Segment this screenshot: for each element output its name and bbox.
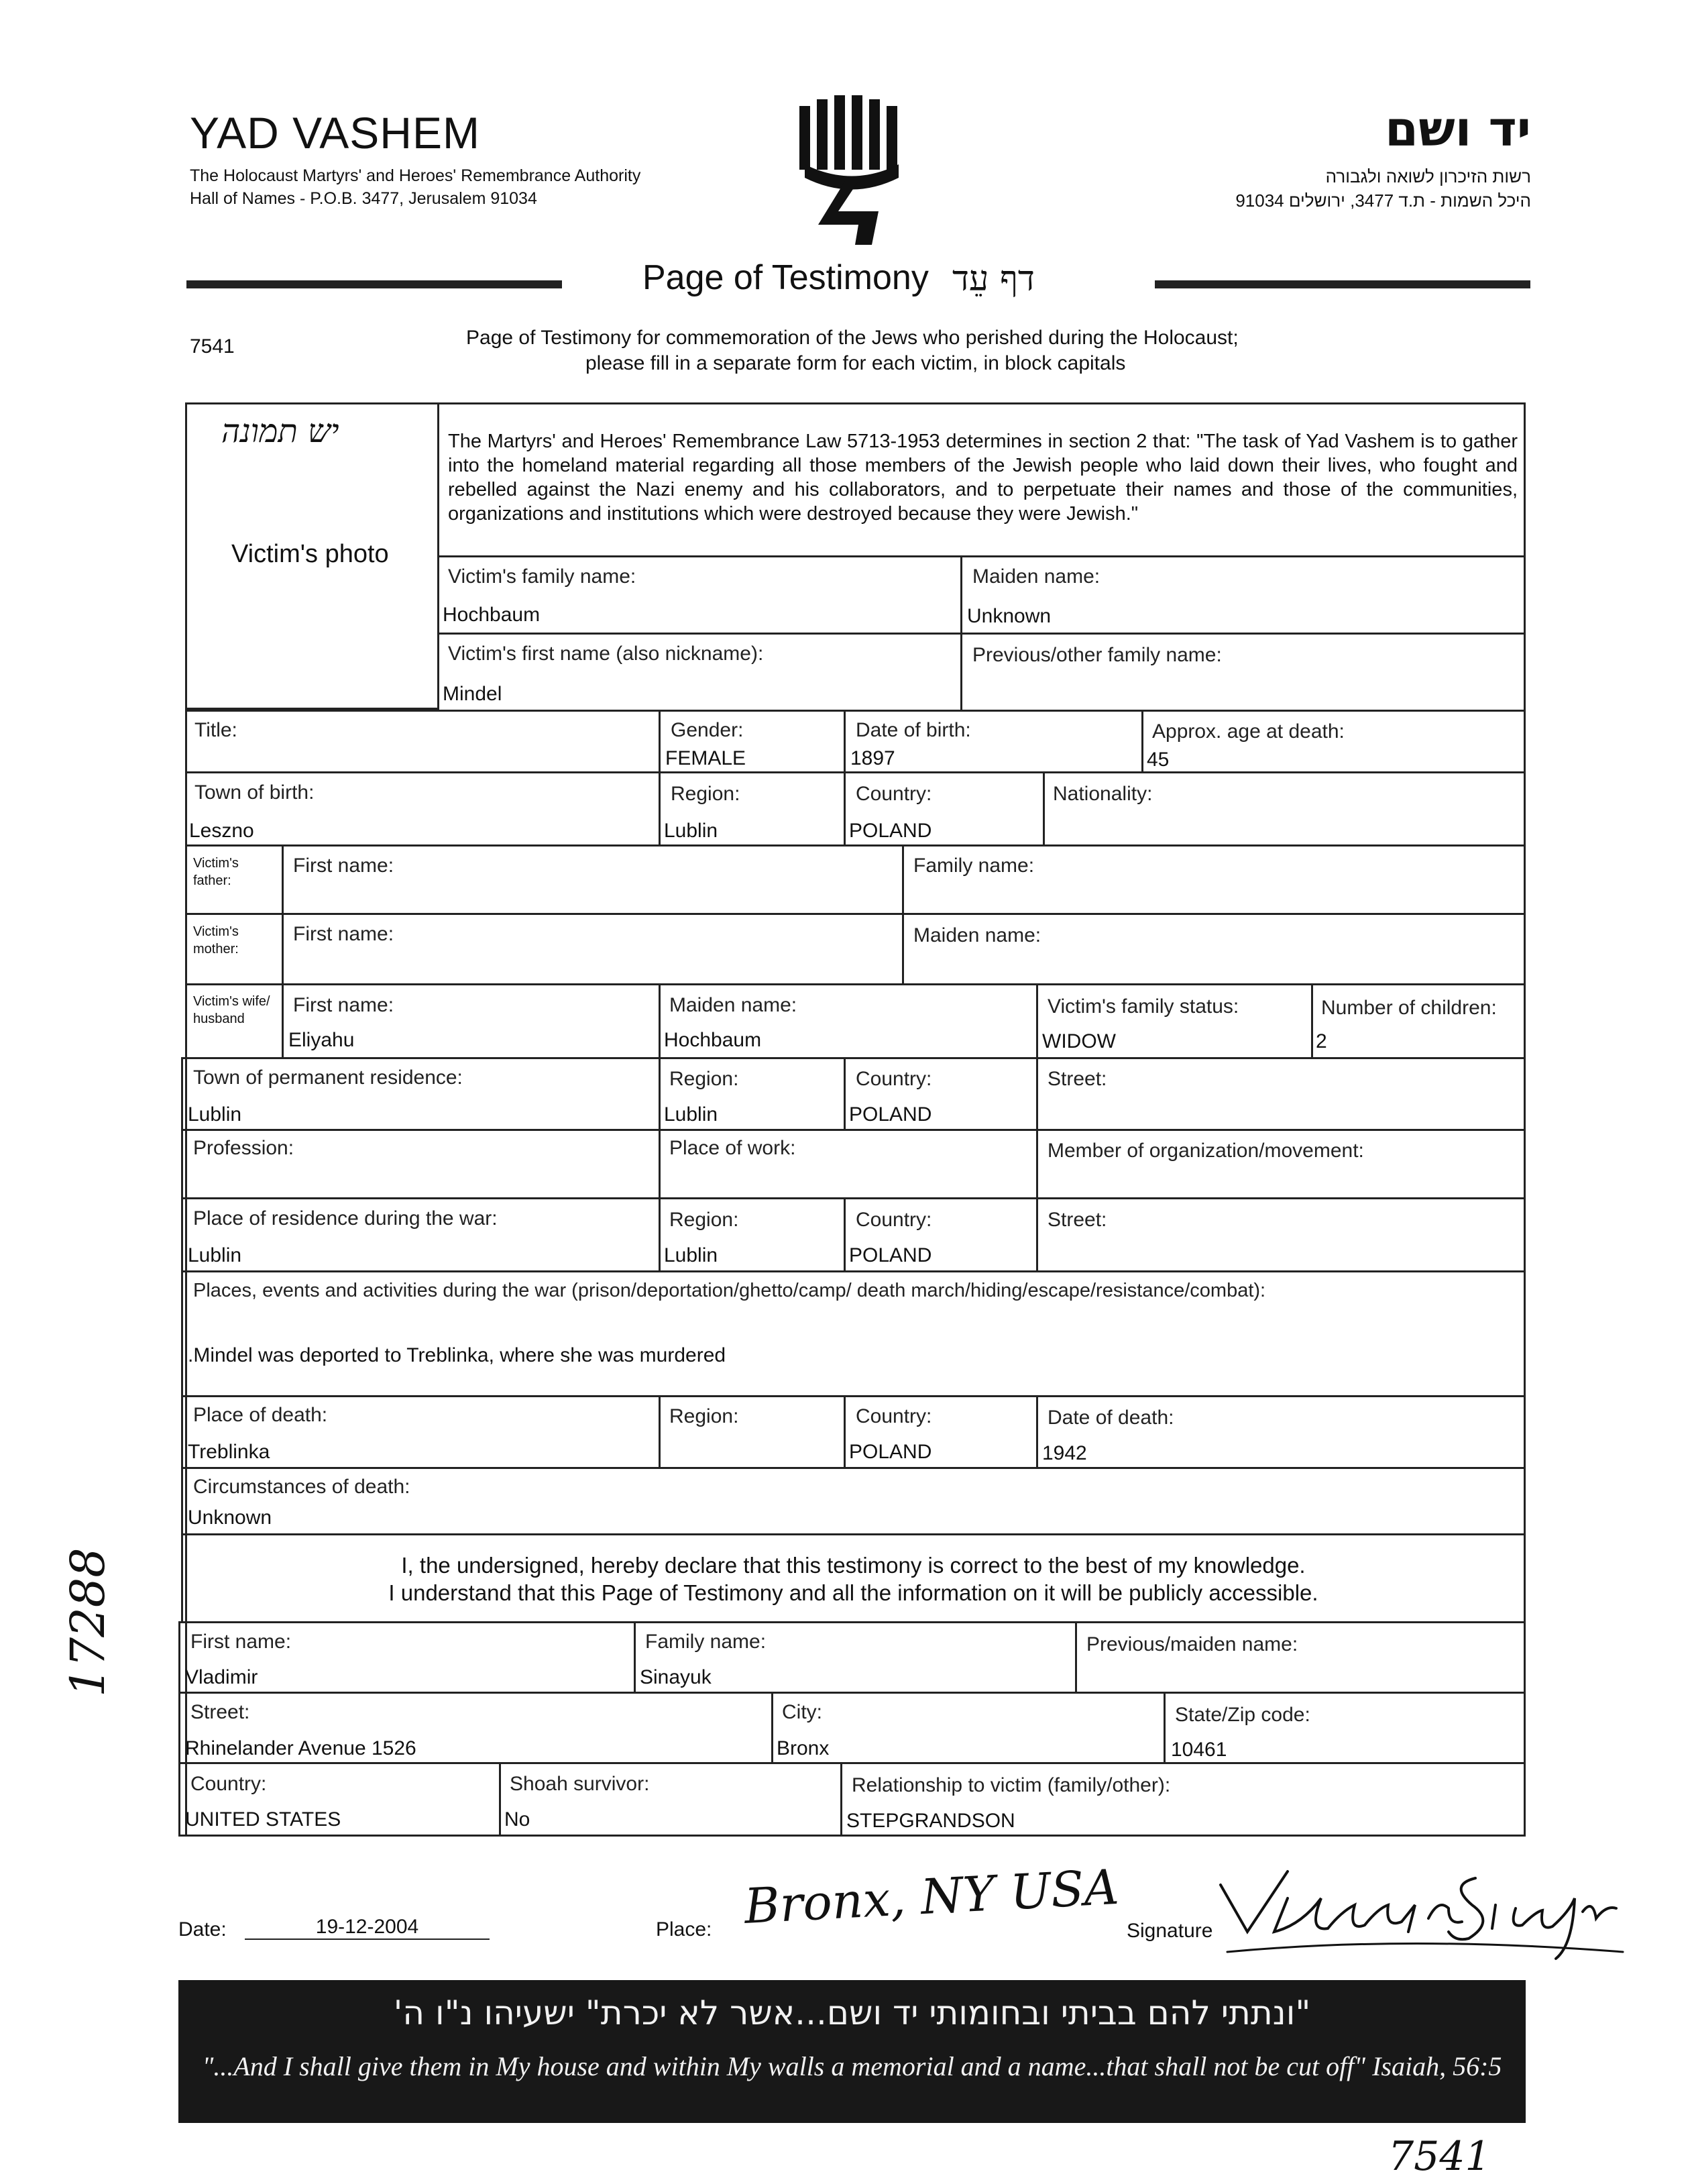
logo-candle [817, 99, 828, 170]
org-name: YAD VASHEM [190, 108, 480, 158]
profession-label: Profession: [193, 1137, 294, 1159]
survivor[interactable]: No [504, 1808, 530, 1831]
spouse-maiden-label: Maiden name: [669, 994, 797, 1016]
divider [659, 983, 661, 1059]
photo-note: יש תמונה [221, 413, 339, 450]
declaration-line-2: I understand that this Page of Testimony and all the information on it will be publicly accessible. [388, 1580, 1318, 1605]
place-value[interactable]: Bronx, NY USA [742, 1858, 1121, 1934]
submitter-state-label: State/Zip code: [1175, 1704, 1310, 1726]
region-birth[interactable]: Lublin [664, 820, 718, 842]
header-rule-left [186, 280, 562, 288]
residence-country-label: Country: [856, 1068, 932, 1090]
hebrew-org-address: היכל השמות - ת.ד 3477, ירושלים 91034 [1235, 190, 1531, 211]
signature-image [1207, 1858, 1630, 1965]
family-status-label: Victim's family status: [1048, 995, 1239, 1018]
submitter-city-label: City: [782, 1701, 822, 1723]
nationality-label: Nationality: [1053, 783, 1153, 805]
submitter-country-label: Country: [190, 1773, 267, 1795]
gender-label: Gender: [671, 719, 744, 741]
residence-country[interactable]: POLAND [849, 1103, 932, 1126]
divider [1311, 983, 1313, 1059]
submitter-country[interactable]: UNITED STATES [185, 1808, 341, 1831]
war-country[interactable]: POLAND [849, 1244, 932, 1266]
date-label: Date: [178, 1918, 227, 1941]
death-place-label: Place of death: [193, 1404, 328, 1426]
date-value[interactable]: 19-12-2004 [315, 1916, 419, 1938]
father-family-label: Family name: [913, 855, 1035, 877]
survivor-label: Shoah survivor: [510, 1773, 650, 1795]
mother-label: Victim's mother: [193, 924, 239, 957]
logo-candle [799, 106, 810, 170]
form-instructions-2: please fill in a separate form for each victim, in block capitals [585, 352, 1126, 374]
divider [1036, 1057, 1038, 1131]
town-birth[interactable]: Leszno [189, 820, 254, 842]
dob-label: Date of birth: [856, 719, 971, 741]
header-rule-right [1155, 280, 1530, 288]
divider [659, 1057, 661, 1131]
divider [1036, 1197, 1038, 1272]
submitter-state[interactable]: 10461 [1171, 1739, 1227, 1761]
photo-label: Victim's photo [231, 540, 389, 568]
divider [844, 1057, 846, 1131]
age[interactable]: 45 [1147, 749, 1170, 771]
submitter-family[interactable]: Sinayuk [640, 1666, 712, 1688]
divider [282, 844, 284, 915]
divider [902, 844, 904, 915]
town-birth-label: Town of birth: [194, 781, 315, 804]
logo-candle [834, 95, 845, 170]
mother-first-label: First name: [293, 923, 394, 945]
banner-hebrew: "ונתתי להם בביתי ובחומותי יד ושם...אשר לא יכרת" ישעיהו נ"ו ה' [393, 1994, 1311, 2032]
spouse-first-label: First name: [293, 994, 394, 1016]
country-birth-label: Country: [856, 783, 932, 805]
divider [771, 1692, 773, 1764]
membership-label: Member of organization/movement: [1048, 1140, 1364, 1162]
divider [1075, 1621, 1077, 1694]
divider [1036, 1395, 1038, 1469]
family-status[interactable]: WIDOW [1042, 1030, 1116, 1052]
divider [1141, 710, 1143, 773]
page-title: Page of Testimony [642, 258, 929, 297]
date-underline [245, 1939, 490, 1940]
hebrew-org-subtitle: רשות הזיכרון לשואה ולגבורה [1325, 166, 1531, 186]
events-label: Places, events and activities during the war (prison/deportation/ghetto/camp/ death march/hiding/escape/resistance/combat): [193, 1280, 1266, 1301]
divider [902, 913, 904, 985]
spouse-maiden[interactable]: Hochbaum [664, 1029, 762, 1051]
circumstances-label: Circumstances of death: [193, 1476, 410, 1498]
war-street-label: Street: [1048, 1209, 1107, 1231]
divider [1036, 983, 1038, 1059]
relation-label: Relationship to victim (family/other): [852, 1774, 1171, 1796]
divider [659, 710, 661, 773]
submitter-first-label: First name: [190, 1631, 292, 1653]
logo-candle [887, 106, 897, 170]
divider [844, 710, 846, 773]
war-residence-label: Place of residence during the war: [193, 1207, 498, 1230]
death-place[interactable]: Treblinka [188, 1441, 270, 1463]
residence-town[interactable]: Lublin [188, 1103, 242, 1126]
side-number: 17288 [60, 1547, 115, 1697]
residence-region[interactable]: Lublin [664, 1103, 718, 1126]
gender[interactable]: FEMALE [665, 747, 746, 769]
workplace-label: Place of work: [669, 1137, 796, 1159]
divider [840, 1762, 842, 1837]
declaration-line-1: I, the undersigned, hereby declare that this testimony is correct to the best of my knowledge. [401, 1553, 1306, 1578]
country-birth[interactable]: POLAND [849, 820, 932, 842]
bottom-number: 7541 [1388, 2133, 1491, 2180]
relation[interactable]: STEPGRANDSON [846, 1810, 1015, 1832]
submitter-street[interactable]: Rhinelander Avenue 1526 [185, 1737, 416, 1759]
circumstances[interactable]: Unknown [188, 1507, 272, 1529]
war-region[interactable]: Lublin [664, 1244, 718, 1266]
children-label: Number of children: [1321, 997, 1497, 1019]
org-subtitle: The Holocaust Martyrs' and Heroes' Remembrance Authority [190, 166, 641, 185]
spouse-label: Victim's wife/ husband [193, 994, 270, 1026]
residence-region-label: Region: [669, 1068, 739, 1090]
death-date-label: Date of death: [1048, 1407, 1174, 1429]
divider [844, 1197, 846, 1272]
submitter-family-label: Family name: [645, 1631, 767, 1653]
war-residence[interactable]: Lublin [188, 1244, 242, 1266]
age-label: Approx. age at death: [1152, 720, 1345, 743]
war-region-label: Region: [669, 1209, 739, 1231]
war-country-label: Country: [856, 1209, 932, 1231]
divider [659, 1197, 661, 1272]
divider [844, 1395, 846, 1469]
form-instructions-1: Page of Testimony for commemoration of the Jews who perished during the Holocaust; [466, 327, 1239, 349]
divider [634, 1621, 636, 1694]
residence-town-label: Town of permanent residence: [193, 1067, 463, 1089]
father-label: Victim's father: [193, 856, 239, 888]
mother-maiden-label: Maiden name: [913, 924, 1041, 946]
divider [659, 771, 661, 847]
prev-name-label: Previous/other family name: [972, 644, 1222, 666]
org-address: Hall of Names - P.O.B. 3477, Jerusalem 91034 [190, 189, 537, 208]
logo-candle [869, 99, 880, 170]
row-submitter-name [178, 1621, 1526, 1694]
menorah-logo [791, 94, 912, 248]
maiden-name-label: Maiden name: [972, 565, 1100, 588]
divider [1164, 1692, 1166, 1764]
victim-family-name-label: Victim's family name: [448, 565, 636, 588]
submitter-first[interactable]: Vladimir [185, 1666, 258, 1688]
events-text[interactable]: .Mindel was deported to Treblinka, where she was murdered [188, 1344, 726, 1366]
residence-street-label: Street: [1048, 1068, 1107, 1090]
divider [659, 1395, 661, 1469]
father-first-label: First name: [293, 855, 394, 877]
death-country-label: Country: [856, 1405, 932, 1427]
divider [844, 771, 846, 847]
children[interactable]: 2 [1316, 1030, 1327, 1052]
divider [282, 913, 284, 985]
maiden-name[interactable]: Unknown [967, 605, 1052, 627]
hebrew-org-name: יד ושם [1384, 101, 1531, 157]
title-label: Title: [194, 719, 237, 741]
dob[interactable]: 1897 [850, 747, 895, 769]
victim-first-name[interactable]: Mindel [443, 683, 502, 705]
place-label: Place: [656, 1918, 712, 1941]
divider [659, 1129, 661, 1199]
divider [499, 1762, 501, 1837]
region-birth-label: Region: [671, 783, 740, 805]
divider [282, 983, 284, 1059]
victim-family-name[interactable]: Hochbaum [443, 604, 541, 626]
victim-first-name-label: Victim's first name (also nickname): [448, 643, 764, 665]
submitter-prev-label: Previous/maiden name: [1086, 1633, 1298, 1655]
signature-label: Signature [1127, 1920, 1213, 1942]
row-declaration [181, 1533, 1526, 1623]
death-date[interactable]: 1942 [1042, 1442, 1087, 1464]
divider [1036, 1129, 1038, 1199]
submitter-street-label: Street: [190, 1701, 250, 1723]
logo-candle [852, 95, 862, 170]
divider [1043, 771, 1045, 847]
law-text: The Martyrs' and Heroes' Remembrance Law 5713-1953 determines in section 2 that: "The task of Yad Vashem is to gather into the homeland material regarding all those members of the Jewish people who laid down their lives, who fought and rebelled against the Nazi enemy and his collaborators, and to perpetuate their names and those of the communities, organizations and institutions which were destroyed because they were Jewish." [448, 431, 1518, 525]
banner-english: "...And I shall give them in My house and within My walls a memorial and a name...that shall not be cut off" Isaiah, 56:5 [202, 2051, 1502, 2081]
death-country[interactable]: POLAND [849, 1441, 932, 1463]
spouse-first[interactable]: Eliyahu [288, 1029, 355, 1051]
submitter-city[interactable]: Bronx [777, 1737, 830, 1759]
form-number: 7541 [190, 335, 235, 358]
death-region-label: Region: [669, 1405, 739, 1427]
page-title-hebrew: דף עֵד [952, 259, 1035, 299]
